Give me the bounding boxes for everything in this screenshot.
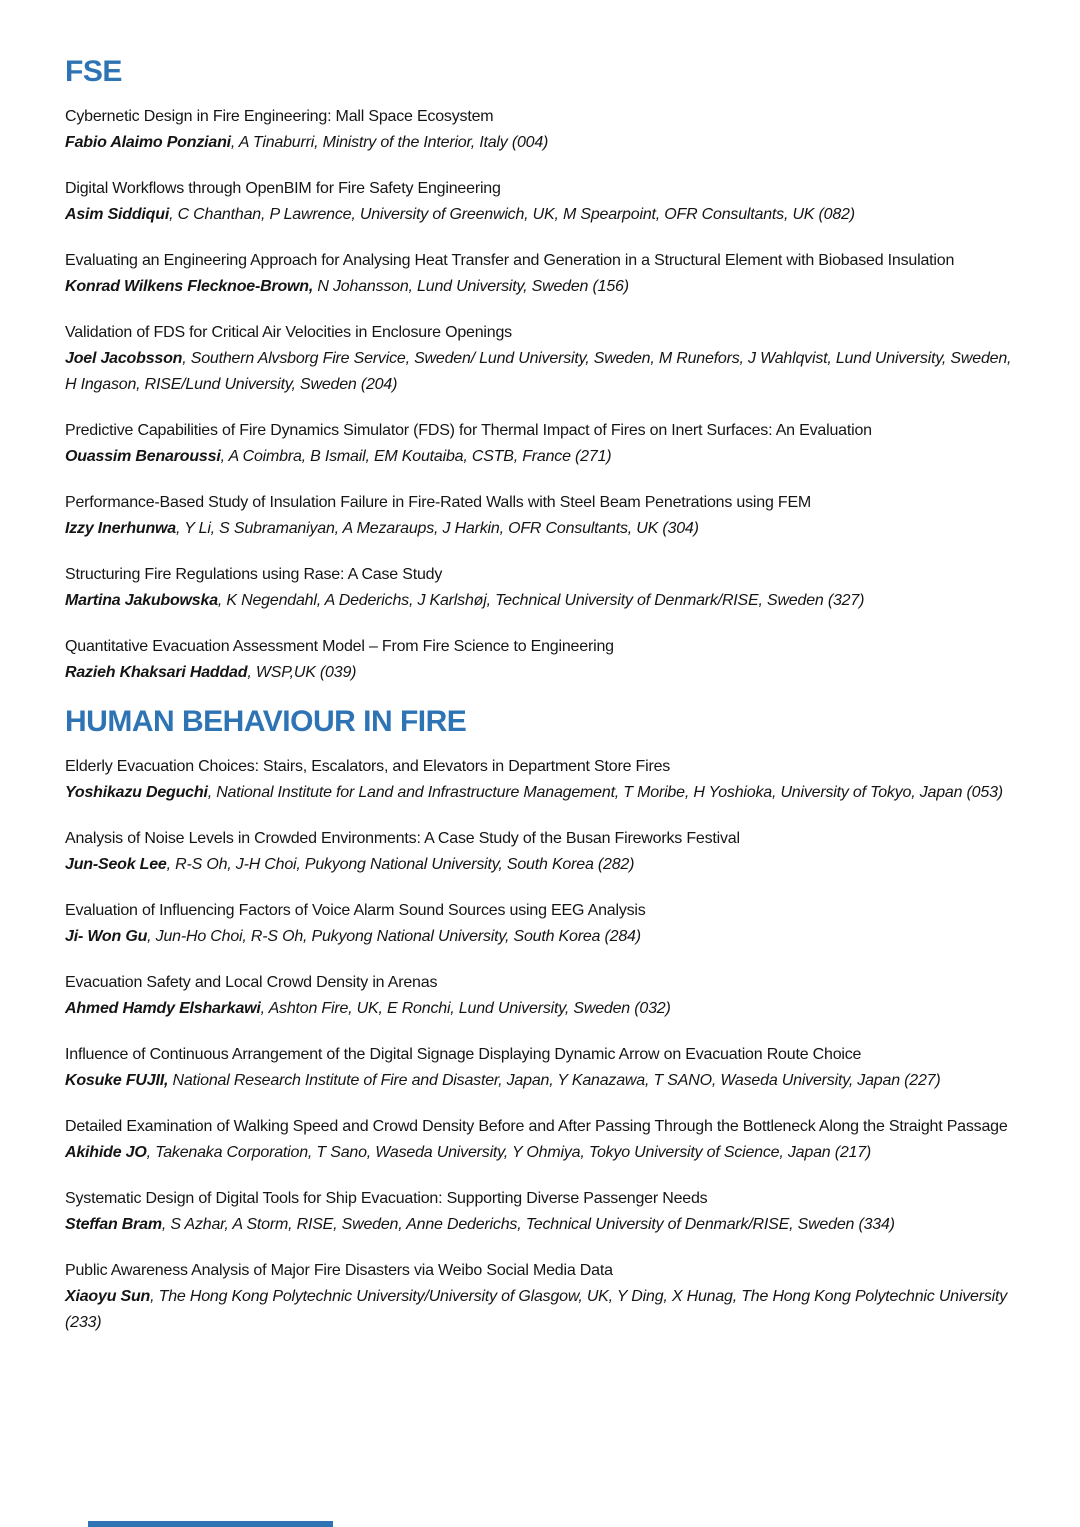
paper-authors	[65, 444, 1015, 470]
paper-entry	[65, 826, 1015, 878]
paper-entry	[65, 970, 1015, 1022]
paper-authors	[65, 1284, 1015, 1336]
paper-lead-author: Xiaoyu Sun	[65, 1288, 151, 1305]
program-section	[65, 56, 1015, 686]
paper-coauthors: , Jun-Ho Choi, R-S Oh, Pukyong National University, South Korea (284)	[147, 928, 641, 945]
paper-title: Influence of Continuous Arrangement of the Digital Signage Displaying Dynamic Arrow on Evacuation Route Choice	[65, 1046, 862, 1063]
paper-lead-author: Kosuke FUJII,	[65, 1072, 169, 1089]
paper-list	[65, 754, 1015, 1336]
paper-title: Evaluation of Influencing Factors of Voice Alarm Sound Sources using EEG Analysis	[65, 902, 646, 919]
paper-entry	[65, 898, 1015, 950]
paper-coauthors: N Johansson, Lund University, Sweden (156)	[313, 278, 629, 295]
paper-title: Digital Workflows through OpenBIM for Fire Safety Engineering	[65, 180, 501, 197]
paper-authors	[65, 1212, 1015, 1238]
paper-authors	[65, 1140, 1015, 1166]
paper-authors	[65, 516, 1015, 542]
paper-coauthors: , R-S Oh, J-H Choi, Pukyong National University, South Korea (282)	[166, 856, 635, 873]
paper-entry	[65, 490, 1015, 542]
paper-lead-author: Ahmed Hamdy Elsharkawi	[65, 1000, 261, 1017]
paper-title: Performance-Based Study of Insulation Failure in Fire-Rated Walls with Steel Beam Penetrations using FEM	[65, 494, 812, 511]
section-heading: FSE	[65, 55, 122, 88]
paper-entry	[65, 176, 1015, 228]
paper-authors	[65, 202, 1015, 228]
paper-title: Detailed Examination of Walking Speed and Crowd Density Before and After Passing Through the Bottleneck Along the Straight Passage	[65, 1118, 1008, 1135]
paper-title: Quantitative Evacuation Assessment Model – From Fire Science to Engineering	[65, 638, 614, 655]
paper-coauthors: , C Chanthan, P Lawrence, University of Greenwich, UK, M Spearpoint, OFR Consultants, UK (082)	[169, 206, 855, 223]
paper-authors	[65, 660, 1015, 686]
paper-authors	[65, 996, 1015, 1022]
paper-coauthors: , A Coimbra, B Ismail, EM Koutaiba, CSTB, France (271)	[220, 448, 612, 465]
paper-coauthors: National Research Institute of Fire and Disaster, Japan, Y Kanazawa, T SANO, Waseda University, Japan (227)	[168, 1072, 941, 1089]
paper-lead-author: Asim Siddiqui	[65, 206, 170, 223]
paper-coauthors: , Ashton Fire, UK, E Ronchi, Lund University, Sweden (032)	[260, 1000, 671, 1017]
paper-title: Analysis of Noise Levels in Crowded Environments: A Case Study of the Busan Fireworks Festival	[65, 830, 740, 847]
paper-title: Structuring Fire Regulations using Rase: A Case Study	[65, 566, 443, 583]
paper-coauthors: , The Hong Kong Polytechnic University/University of Glasgow, UK, Y Ding, X Hunag, The Hong Kong Polytechnic University (233)	[65, 1288, 1008, 1331]
paper-lead-author: Ji- Won Gu	[65, 928, 148, 945]
paper-lead-author: Izzy Inerhunwa	[65, 520, 176, 537]
paper-title: Public Awareness Analysis of Major Fire Disasters via Weibo Social Media Data	[65, 1262, 613, 1279]
paper-lead-author: Yoshikazu Deguchi	[65, 784, 208, 801]
paper-authors	[65, 780, 1015, 806]
paper-authors	[65, 1068, 1015, 1094]
paper-coauthors: , K Negendahl, A Dederichs, J Karlshøj, Technical University of Denmark/RISE, Sweden (327)	[217, 592, 865, 609]
program-sections	[65, 56, 1015, 1336]
paper-entry	[65, 1258, 1015, 1336]
paper-coauthors: , S Azhar, A Storm, RISE, Sweden, Anne Dederichs, Technical University of Denmark/RISE, Sweden (334)	[161, 1216, 895, 1233]
paper-coauthors: , Y Li, S Subramaniyan, A Mezaraups, J Harkin, OFR Consultants, UK (304)	[176, 520, 699, 537]
paper-coauthors: , A Tinaburri, Ministry of the Interior, Italy (004)	[230, 134, 549, 151]
paper-lead-author: Fabio Alaimo Ponziani	[65, 134, 231, 151]
paper-coauthors: , Takenaka Corporation, T Sano, Waseda University, Y Ohmiya, Tokyo University of Science, Japan (217)	[146, 1144, 872, 1161]
paper-authors	[65, 346, 1015, 398]
paper-entry	[65, 320, 1015, 398]
paper-title: Elderly Evacuation Choices: Stairs, Escalators, and Elevators in Department Store Fires	[65, 758, 671, 775]
paper-entry	[65, 634, 1015, 686]
paper-list	[65, 104, 1015, 686]
paper-lead-author: Ouassim Benaroussi	[65, 448, 221, 465]
clipped-next-section-heading	[88, 1521, 333, 1527]
paper-title: Systematic Design of Digital Tools for Ship Evacuation: Supporting Diverse Passenger Needs	[65, 1190, 708, 1207]
paper-authors	[65, 924, 1015, 950]
paper-title: Evacuation Safety and Local Crowd Density in Arenas	[65, 974, 438, 991]
paper-entry	[65, 104, 1015, 156]
paper-coauthors: , Southern Alvsborg Fire Service, Sweden/ Lund University, Sweden, M Runefors, J Wahlqvist, Lund University, Sweden, H Ingason, RISE/Lund University, Sweden (204)	[65, 350, 1012, 393]
program-section	[65, 706, 1015, 1336]
paper-lead-author: Martina Jakubowska	[65, 592, 218, 609]
paper-entry	[65, 562, 1015, 614]
paper-entry	[65, 1042, 1015, 1094]
paper-authors	[65, 852, 1015, 878]
paper-coauthors: , National Institute for Land and Infrastructure Management, T Moribe, H Yoshioka, University of Tokyo, Japan (053)	[207, 784, 1003, 801]
paper-title: Evaluating an Engineering Approach for Analysing Heat Transfer and Generation in a Structural Element with Biobased Insulation	[65, 252, 955, 269]
paper-lead-author: Konrad Wilkens Flecknoe-Brown,	[65, 278, 314, 295]
section-heading: HUMAN BEHAVIOUR IN FIRE	[65, 705, 467, 738]
paper-lead-author: Joel Jacobsson	[65, 350, 183, 367]
paper-authors	[65, 130, 1015, 156]
paper-entry	[65, 754, 1015, 806]
paper-authors	[65, 274, 1015, 300]
paper-title: Validation of FDS for Critical Air Velocities in Enclosure Openings	[65, 324, 512, 341]
paper-entry	[65, 418, 1015, 470]
paper-entry	[65, 248, 1015, 300]
paper-coauthors: , WSP,UK (039)	[247, 664, 357, 681]
paper-lead-author: Jun-Seok Lee	[65, 856, 167, 873]
paper-title: Cybernetic Design in Fire Engineering: Mall Space Ecosystem	[65, 108, 494, 125]
paper-lead-author: Akihide JO	[65, 1144, 147, 1161]
paper-lead-author: Steffan Bram	[65, 1216, 162, 1233]
paper-authors	[65, 588, 1015, 614]
paper-title: Predictive Capabilities of Fire Dynamics Simulator (FDS) for Thermal Impact of Fires on Inert Surfaces: An Evaluation	[65, 422, 872, 439]
paper-entry	[65, 1114, 1015, 1166]
paper-lead-author: Razieh Khaksari Haddad	[65, 664, 248, 681]
paper-entry	[65, 1186, 1015, 1238]
